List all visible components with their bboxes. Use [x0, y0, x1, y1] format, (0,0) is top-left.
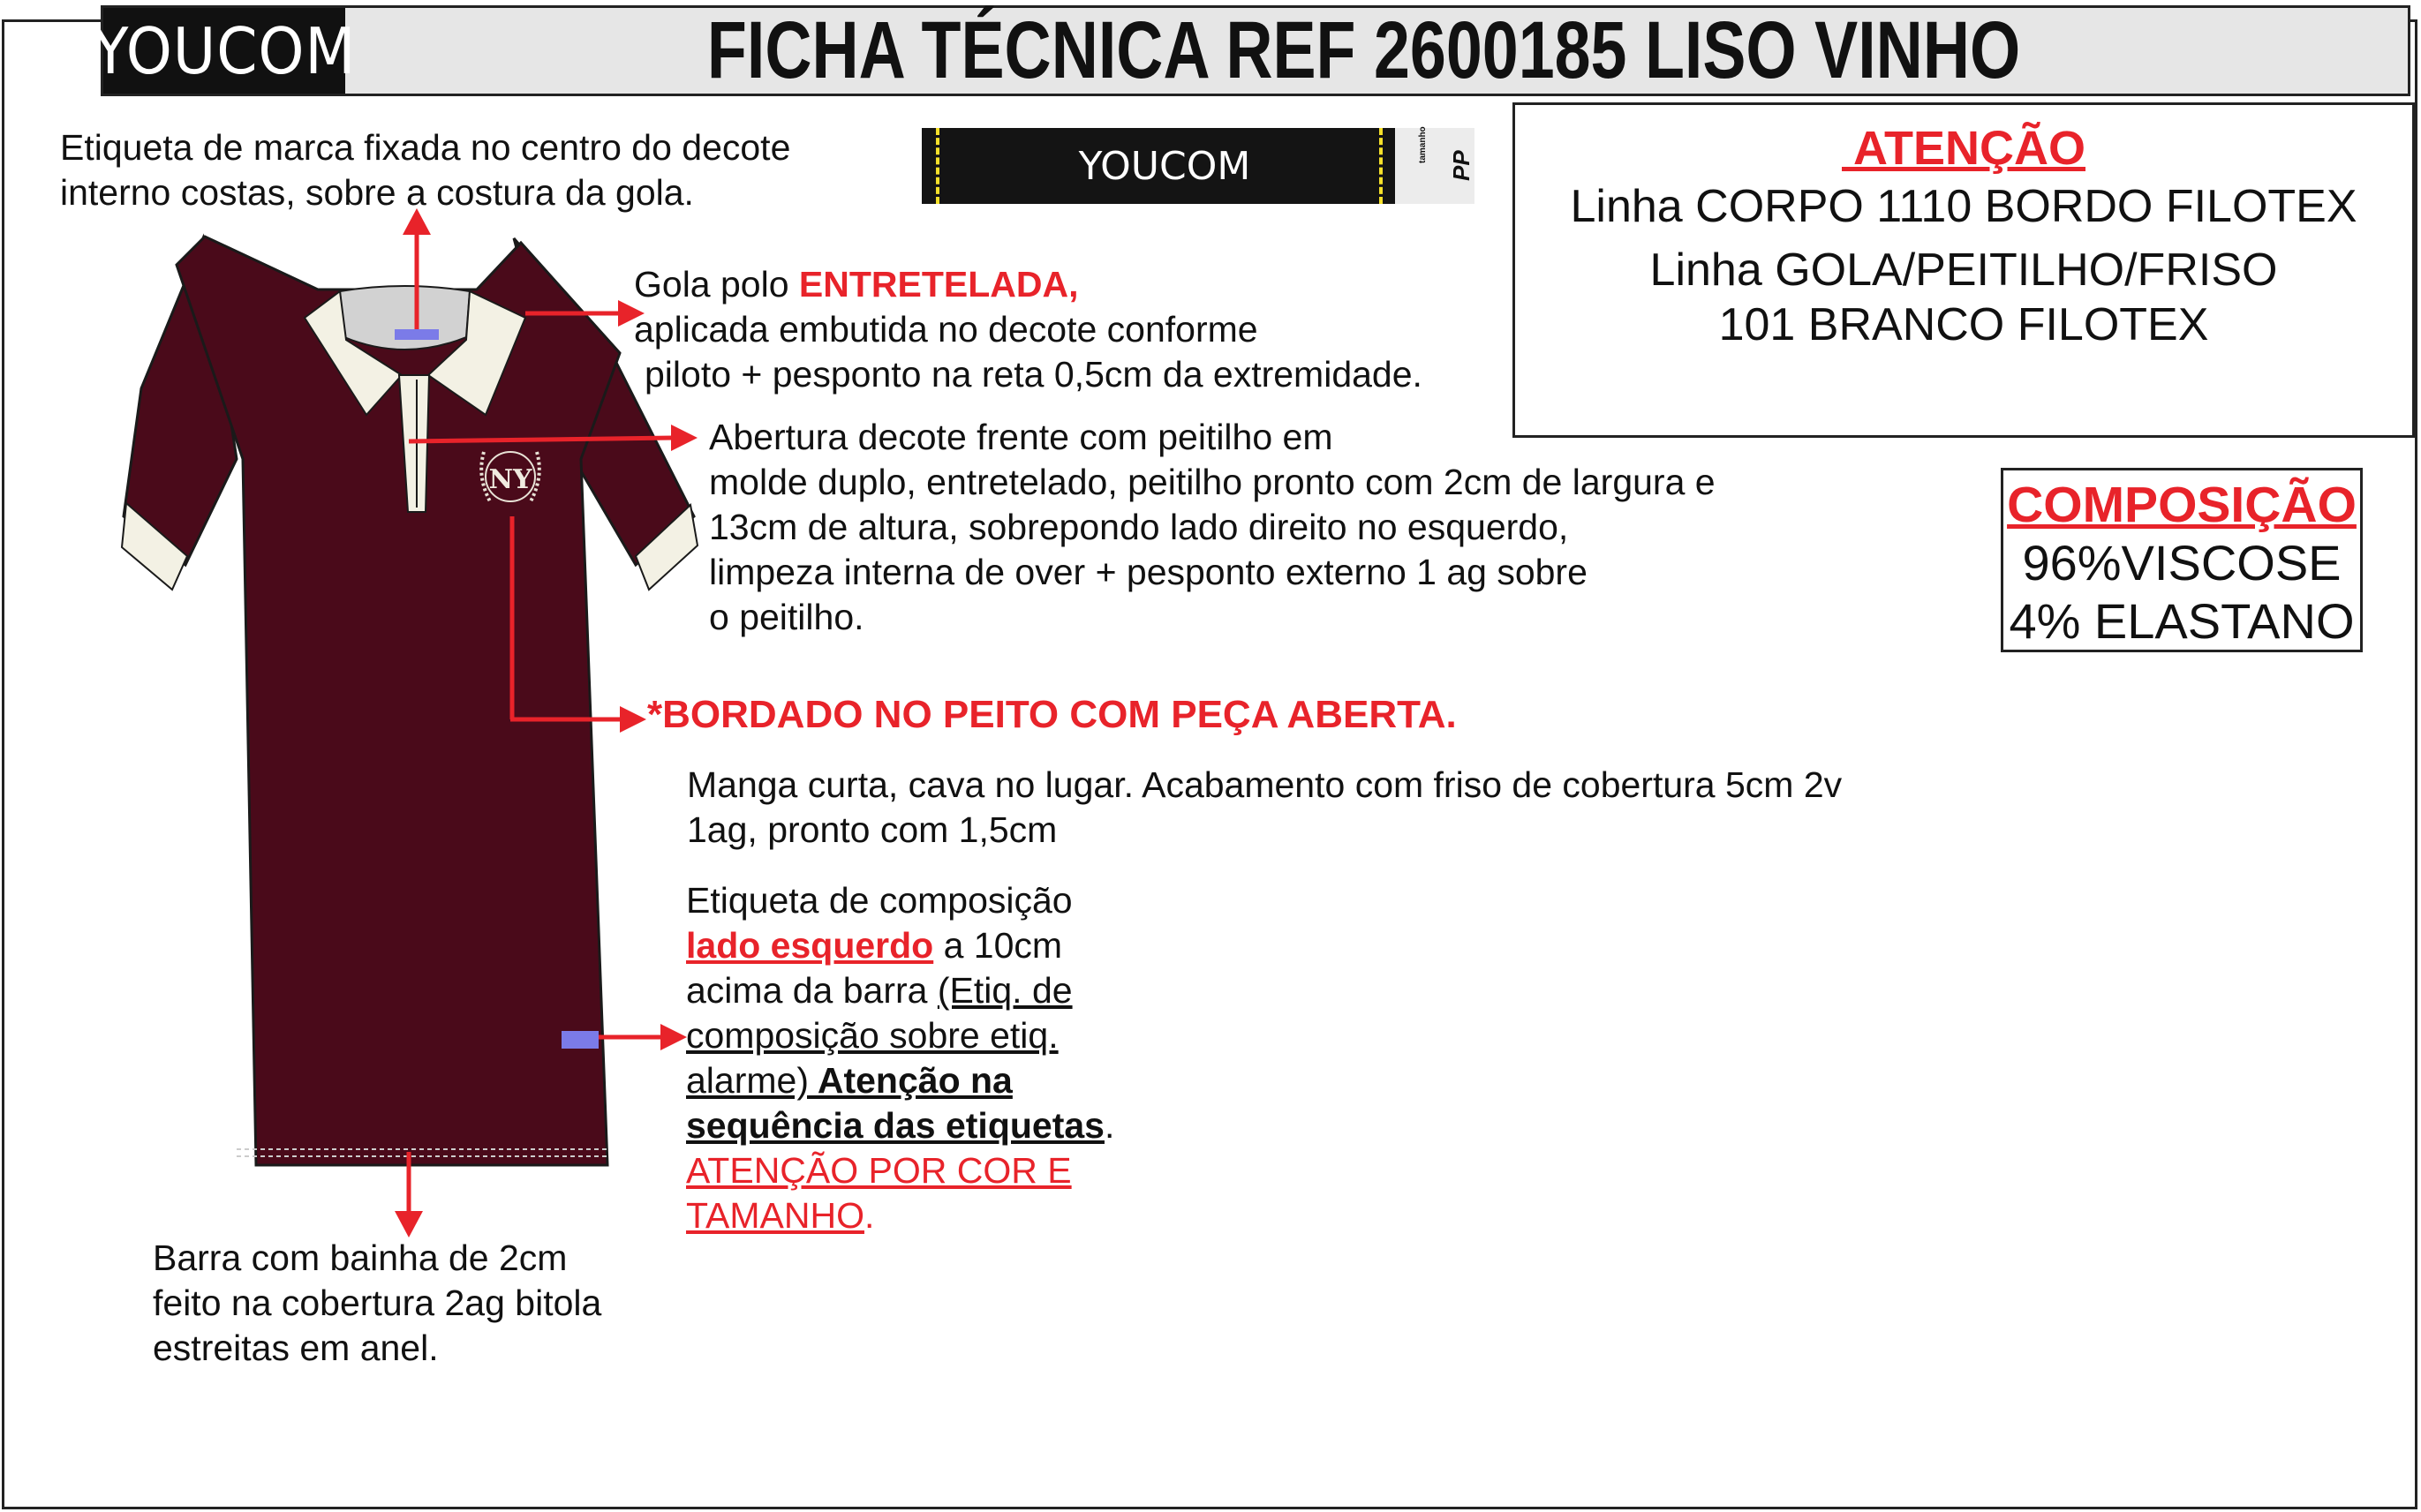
placket-note-line: Abertura decote frente com peitilho em	[709, 417, 1333, 457]
composition-tag-line: alarme) Atenção na	[686, 1060, 1013, 1101]
label-seam-right	[1379, 128, 1383, 204]
collar-note	[634, 262, 1422, 397]
composition-tag-line: acima da barra (Etiq. de	[686, 970, 1073, 1011]
attention-line: Linha GOLA/PEITILHO/FRISO	[1649, 244, 2278, 296]
label-logo: YOUCOM	[1078, 143, 1251, 189]
placket-note-line: limpeza interna de over + pesponto externo 1 ag sobre	[709, 552, 1588, 592]
composition-box	[2001, 468, 2363, 652]
attention-box	[1512, 102, 2415, 438]
composition-line: 4% ELASTANO	[2009, 593, 2355, 649]
collar-note-line-2: aplicada embutida no decote conforme	[634, 309, 1258, 350]
placket-note-line: o peitilho.	[709, 597, 864, 637]
brand-label-graphic	[922, 128, 1474, 204]
composition-tag-line: sequência das etiquetas.	[686, 1105, 1115, 1146]
sleeve-note	[687, 763, 1842, 853]
attention-title: ATENÇÃO	[1842, 122, 2085, 175]
hem-note	[153, 1236, 601, 1371]
brand-logo-text: YOUCOM	[92, 13, 357, 88]
composition-tag-note	[686, 878, 1114, 1238]
label-size-tab	[1395, 128, 1474, 204]
attention-line: 101 BRANCO FILOTEX	[1718, 299, 2209, 350]
placket-note-line: molde duplo, entretelado, peitilho pronto com 2cm de largura e	[709, 462, 1716, 502]
collar-note-line-1: Gola polo ENTRETELADA,	[634, 264, 1079, 305]
composition-line: 96%VISCOSE	[2022, 535, 2342, 591]
brand-tag-note	[60, 125, 790, 215]
composition-tag-line: Etiqueta de composição	[686, 880, 1073, 921]
collar-note-line-3: piloto + pesponto na reta 0,5cm da extremidade.	[645, 354, 1422, 395]
brand-tag-marker	[395, 329, 439, 340]
embroidery-text: NY	[488, 464, 532, 495]
label-size-heading: tamanho	[1418, 126, 1428, 163]
sleeve-note-line: 1ag, pronto com 1,5cm	[687, 809, 1058, 850]
composition-tag-line: lado esquerdo a 10cm	[686, 925, 1063, 966]
attention-line: Linha CORPO 1110 BORDO FILOTEX	[1570, 181, 2357, 232]
brand-tag-note-line: interno costas, sobre a costura da gola.	[60, 172, 694, 213]
composition-tag-warning: ATENÇÃO POR COR E	[686, 1150, 1072, 1191]
hem-note-line: Barra com bainha de 2cm	[153, 1237, 568, 1278]
collar-back-band	[340, 286, 470, 350]
brand-tag-note-line: Etiqueta de marca fixada no centro do decote	[60, 127, 791, 168]
placket-note	[709, 415, 1716, 640]
placket-note-line: 13cm de altura, sobrepondo lado direito no esquerdo,	[709, 507, 1569, 547]
composition-tag-warning: TAMANHO.	[686, 1195, 875, 1236]
composition-tag-line: composição sobre etiq.	[686, 1015, 1059, 1056]
composition-tag-marker	[562, 1031, 599, 1049]
hem-note-line: feito na cobertura 2ag bitola	[153, 1283, 602, 1323]
label-size: PP	[1448, 150, 1474, 181]
left-side-highlight: lado esquerdo	[686, 925, 934, 966]
collar-note-highlight: ENTRETELADA,	[798, 264, 1079, 305]
sleeve-note-line: Manga curta, cava no lugar. Acabamento com friso de cobertura 5cm 2v	[687, 764, 1843, 805]
hem-note-line: estreitas em anel.	[153, 1328, 439, 1368]
label-seam-left	[936, 128, 939, 204]
composition-title: COMPOSIÇÃO	[2007, 477, 2357, 533]
embroidery-note: *BORDADO NO PEITO COM PEÇA ABERTA.	[647, 693, 1457, 736]
page-title-text: FICHA TÉCNICA REF 2600185 LISO VINHO	[707, 5, 2021, 95]
